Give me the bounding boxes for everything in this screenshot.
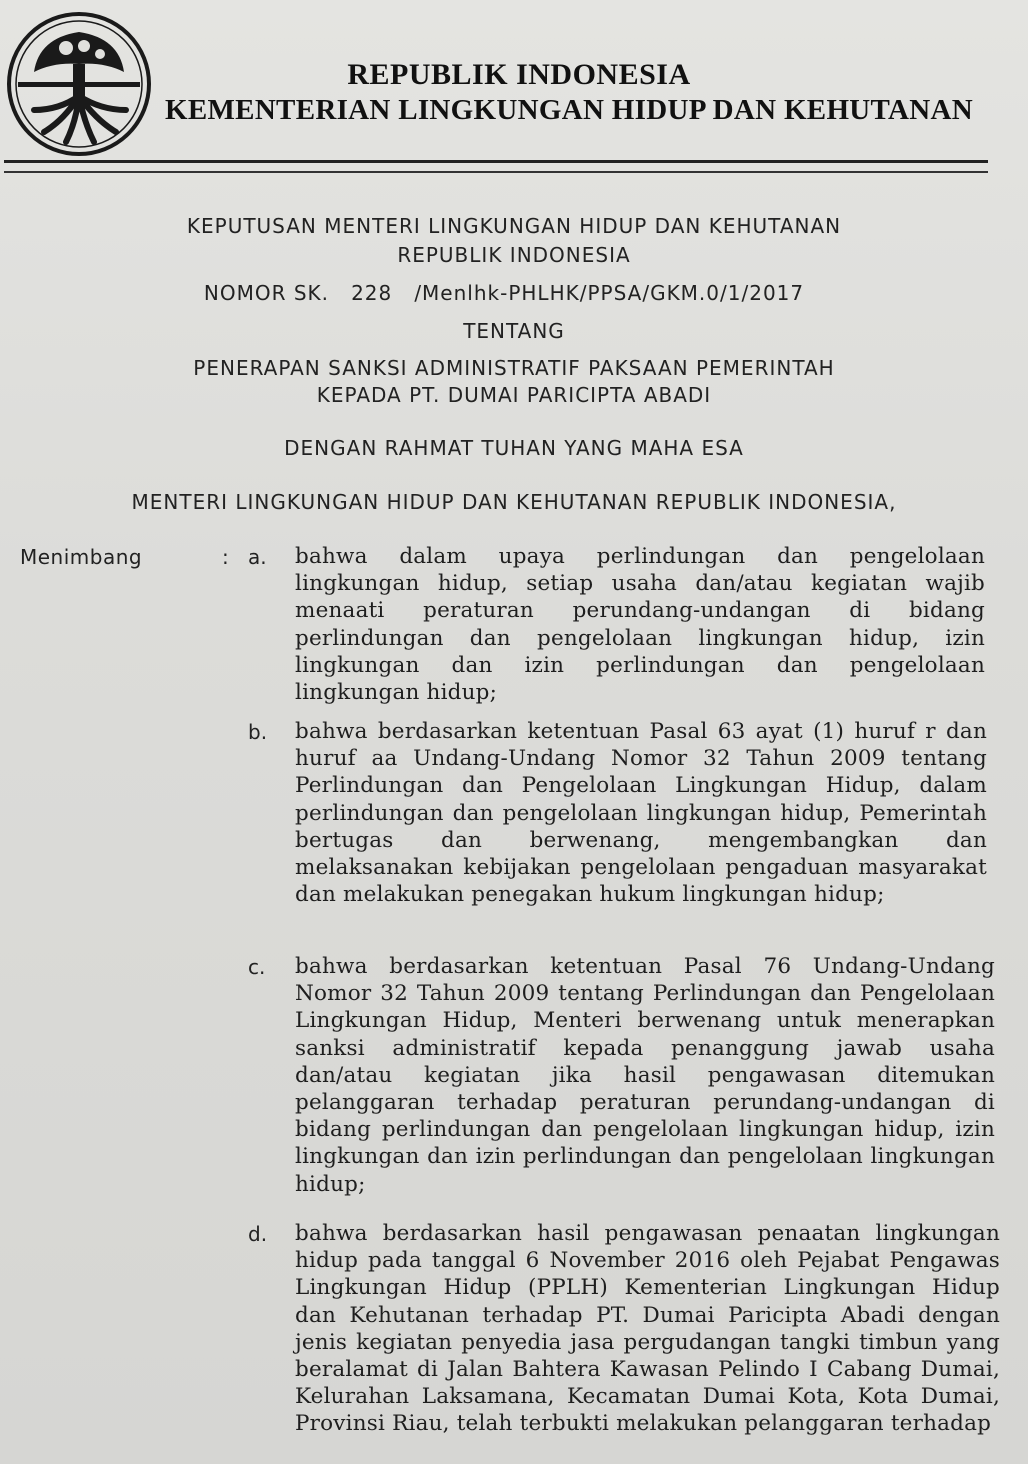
item-letter: c. <box>248 955 266 979</box>
decree-about: TENTANG <box>463 319 565 343</box>
letterhead-rule-thin <box>4 171 988 173</box>
section-label-menimbang: Menimbang <box>20 545 143 569</box>
section-colon: : <box>222 545 229 569</box>
item-letter: a. <box>248 545 267 569</box>
decree-title: KEPUTUSAN MENTERI LINGKUNGAN HIDUP DAN KEHUTANAN <box>186 214 842 238</box>
considering-item-b: bahwa berdasarkan ketentuan Pasal 63 ayat (1) huruf r dan huruf aa Undang-Undang Nomor 32 Tahun 2009 tentang Perlindungan dan Pengelolaan Lingkungan Hidup, dalam perlindungan dan pengelolaan lingkungan hidup, Pemerintah bertugas dan berwenang, mengembangkan dan melaksanakan kebijakan pengelolaan pengaduan masyarakat dan melakukan penegakan hukum lingkungan hidup; <box>295 719 987 908</box>
letterhead-republic: REPUBLIK INDONESIA <box>347 58 691 91</box>
decree-title-country: REPUBLIK INDONESIA <box>397 243 631 267</box>
decree-subject-line1: PENERAPAN SANKSI ADMINISTRATIF PAKSAAN PEMERINTAH <box>193 356 835 380</box>
decree-blessing: DENGAN RAHMAT TUHAN YANG MAHA ESA <box>284 436 744 460</box>
item-letter: b. <box>248 720 268 744</box>
letterhead-rule-thick <box>4 160 988 163</box>
considering-item-c: bahwa berdasarkan ketentuan Pasal 76 Undang-Undang Nomor 32 Tahun 2009 tentang Perlindungan dan Pengelolaan Lingkungan Hidup, Menteri berwenang untuk menerapkan sanksi administratif kepada penanggung jawab usaha dan/atau kegiatan jika hasil pengawasan ditemukan pelanggaran terhadap peraturan perundang-undangan di bidang perlindungan dan pengelolaan lingkungan hidup, izin lingkungan dan izin perlindungan dan pengelolaan lingkungan hidup; <box>295 954 995 1197</box>
letterhead-ministry: KEMENTERIAN LINGKUNGAN HIDUP DAN KEHUTANAN <box>165 94 974 126</box>
decree-minister: MENTERI LINGKUNGAN HIDUP DAN KEHUTANAN REPUBLIK INDONESIA, <box>131 490 897 514</box>
considering-item-a: bahwa dalam upaya perlindungan dan pengelolaan lingkungan hidup, setiap usaha dan/atau kegiatan wajib menaati peraturan perundang-undangan di bidang perlindungan dan pengelolaan lingkungan hidup, izin lingkungan dan izin perlindungan dan pengelolaan lingkungan hidup; <box>295 544 985 706</box>
tree-roots-emblem-icon <box>4 10 154 158</box>
decree-subject-line2: KEPADA PT. DUMAI PARICIPTA ABADI <box>316 383 712 407</box>
considering-item-d: bahwa berdasarkan hasil pengawasan penaatan lingkungan hidup pada tanggal 6 November 2016 oleh Pejabat Pengawas Lingkungan Hidup (PPLH) Kementerian Lingkungan Hidup dan Kehutanan terhadap PT. Dumai Paricipta Abadi dengan jenis kegiatan penyedia jasa pergudangan tangki timbun yang beralamat di Jalan Bahtera Kawasan Pelindo I Cabang Dumai, Kelurahan Laksamana, Kecamatan Dumai Kota, Kota Dumai, Provinsi Riau, telah terbukti melakukan pelanggaran terhadap <box>295 1221 1000 1437</box>
decree-number: NOMOR SK. 228 /Menlhk-PHLHK/PPSA/GKM.0/1/2017 <box>203 281 805 305</box>
item-letter: d. <box>248 1222 268 1246</box>
